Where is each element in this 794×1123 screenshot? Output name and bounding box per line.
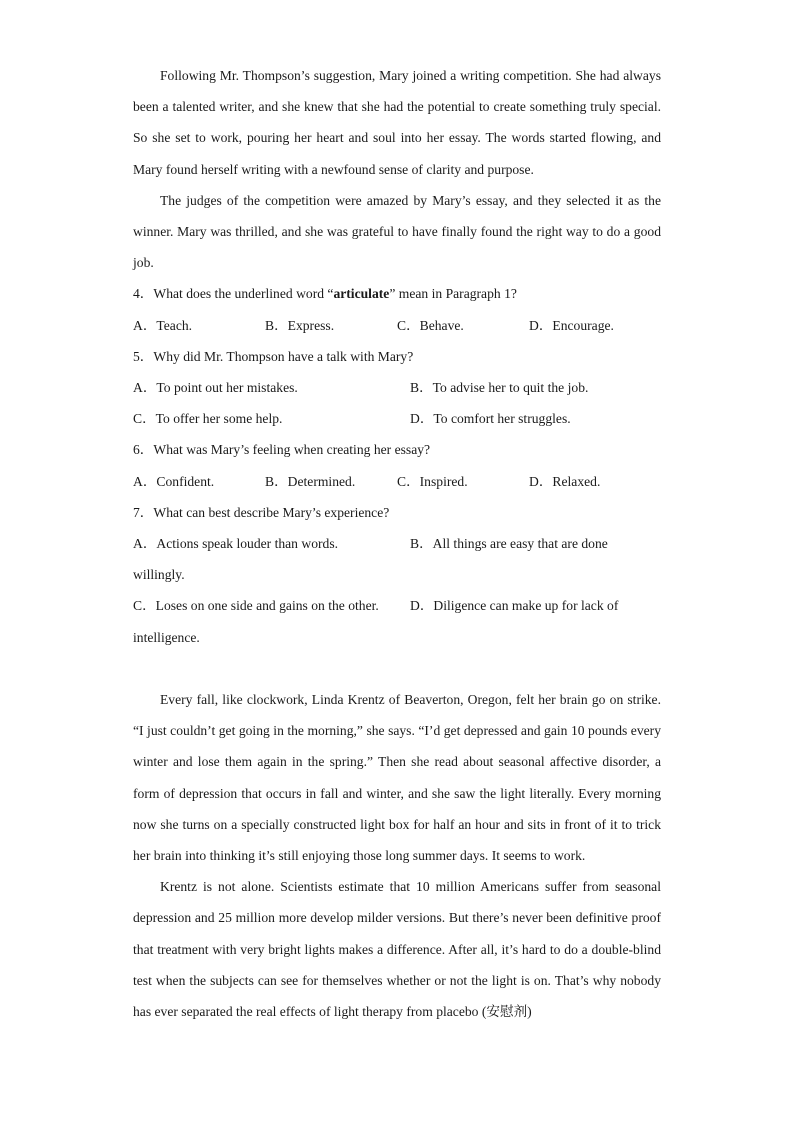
- question-4-option-c: C．Behave.: [397, 317, 464, 333]
- question-6-option-c: C．Inspired.: [397, 473, 468, 489]
- passage-b-paragraph-2: Krentz is not alone. Scientists estimate that 10 million Americans suffer from seasonal depression and 25 million more develop milder versions. But there’s never been definitive proof that treatment with very bright lights makes a difference. After all, it’s hard to do a double-blind test when the subjects can see for themselves whether or not the light is on. That’s why nobody has ever separated the real effects of light therapy from placebo (安慰剂): [133, 879, 661, 1019]
- question-4-option-a: A．Teach.: [133, 317, 193, 333]
- passage-a-paragraph-1: Following Mr. Thompson’s suggestion, Mary joined a writing competition. She had always been a talented writer, and she knew that she had the potential to create something truly special. So she set to work, pouring her heart and soul into her essay. The words started flowing, and Mary found herself writing with a newfound sense of clarity and purpose.: [133, 68, 661, 177]
- question-6-option-d: D．Relaxed.: [529, 473, 601, 489]
- passage-a-paragraph-2: The judges of the competition were amazed by Mary’s essay, and they selected it as the winner. Mary was thrilled, and she was grateful to have finally found the right way to do a good job.: [133, 192, 661, 271]
- passage-b-paragraph-1: Every fall, like clockwork, Linda Krentz of Beaverton, Oregon, felt her brain go on strike. “I just couldn’t get going in the morning,” she says. “I’d get depressed and gain 10 pounds every winter and lose them again in the spring.” Then she read about seasonal affective disorder, a form of depression that occurs in fall and winter, and she saw the light literally. Every morning now she turns on a specially constructed light box for half an hour and sits in front of it to trick her brain into thinking it’s still enjoying those long summer days. It seems to work.: [133, 691, 661, 863]
- question-4-option-d: D．Encourage.: [529, 317, 614, 333]
- question-4-option-b: B．Express.: [265, 317, 335, 333]
- question-7-stem: 7．What can best describe Mary’s experience?: [133, 504, 390, 520]
- section-spacer: [133, 653, 661, 684]
- question-5-options-row-2: [133, 403, 661, 434]
- question-5-stem: 5．Why did Mr. Thompson have a talk with Mary?: [133, 348, 414, 364]
- question-4-options: [133, 310, 661, 341]
- question-7-option-b: B．All things are easy that are done: [410, 535, 608, 551]
- question-5-option-d: D．To comfort her struggles.: [410, 411, 571, 427]
- question-5-options-row-1: [133, 372, 661, 403]
- question-7-option-c: C．Loses on one side and gains on the other.: [133, 598, 379, 614]
- question-6-stem: 6．What was Mary’s feeling when creating her essay?: [133, 442, 431, 458]
- question-7-option-a: A．Actions speak louder than words.: [133, 535, 339, 551]
- question-7-option-d: D．Diligence can make up for lack of: [410, 598, 619, 614]
- question-6-option-a: A．Confident.: [133, 473, 215, 489]
- question-7-option-b-continued: willingly.: [133, 567, 185, 583]
- question-5-option-c: C．To offer her some help.: [133, 411, 283, 427]
- question-7-options-row-2: [133, 590, 661, 621]
- question-5-option-b: B．To advise her to quit the job.: [410, 379, 589, 395]
- question-4-keyword: articulate: [333, 286, 390, 302]
- question-7-option-d-continued: intelligence.: [133, 629, 200, 645]
- question-7-options-row-1: [133, 528, 661, 559]
- question-6-options: [133, 466, 661, 497]
- document-page: [133, 60, 661, 1027]
- question-6-option-b: B．Determined.: [265, 473, 356, 489]
- question-4-stem: 4．What does the underlined word “articulate” mean in Paragraph 1?: [133, 286, 517, 302]
- question-5-option-a: A．To point out her mistakes.: [133, 379, 298, 395]
